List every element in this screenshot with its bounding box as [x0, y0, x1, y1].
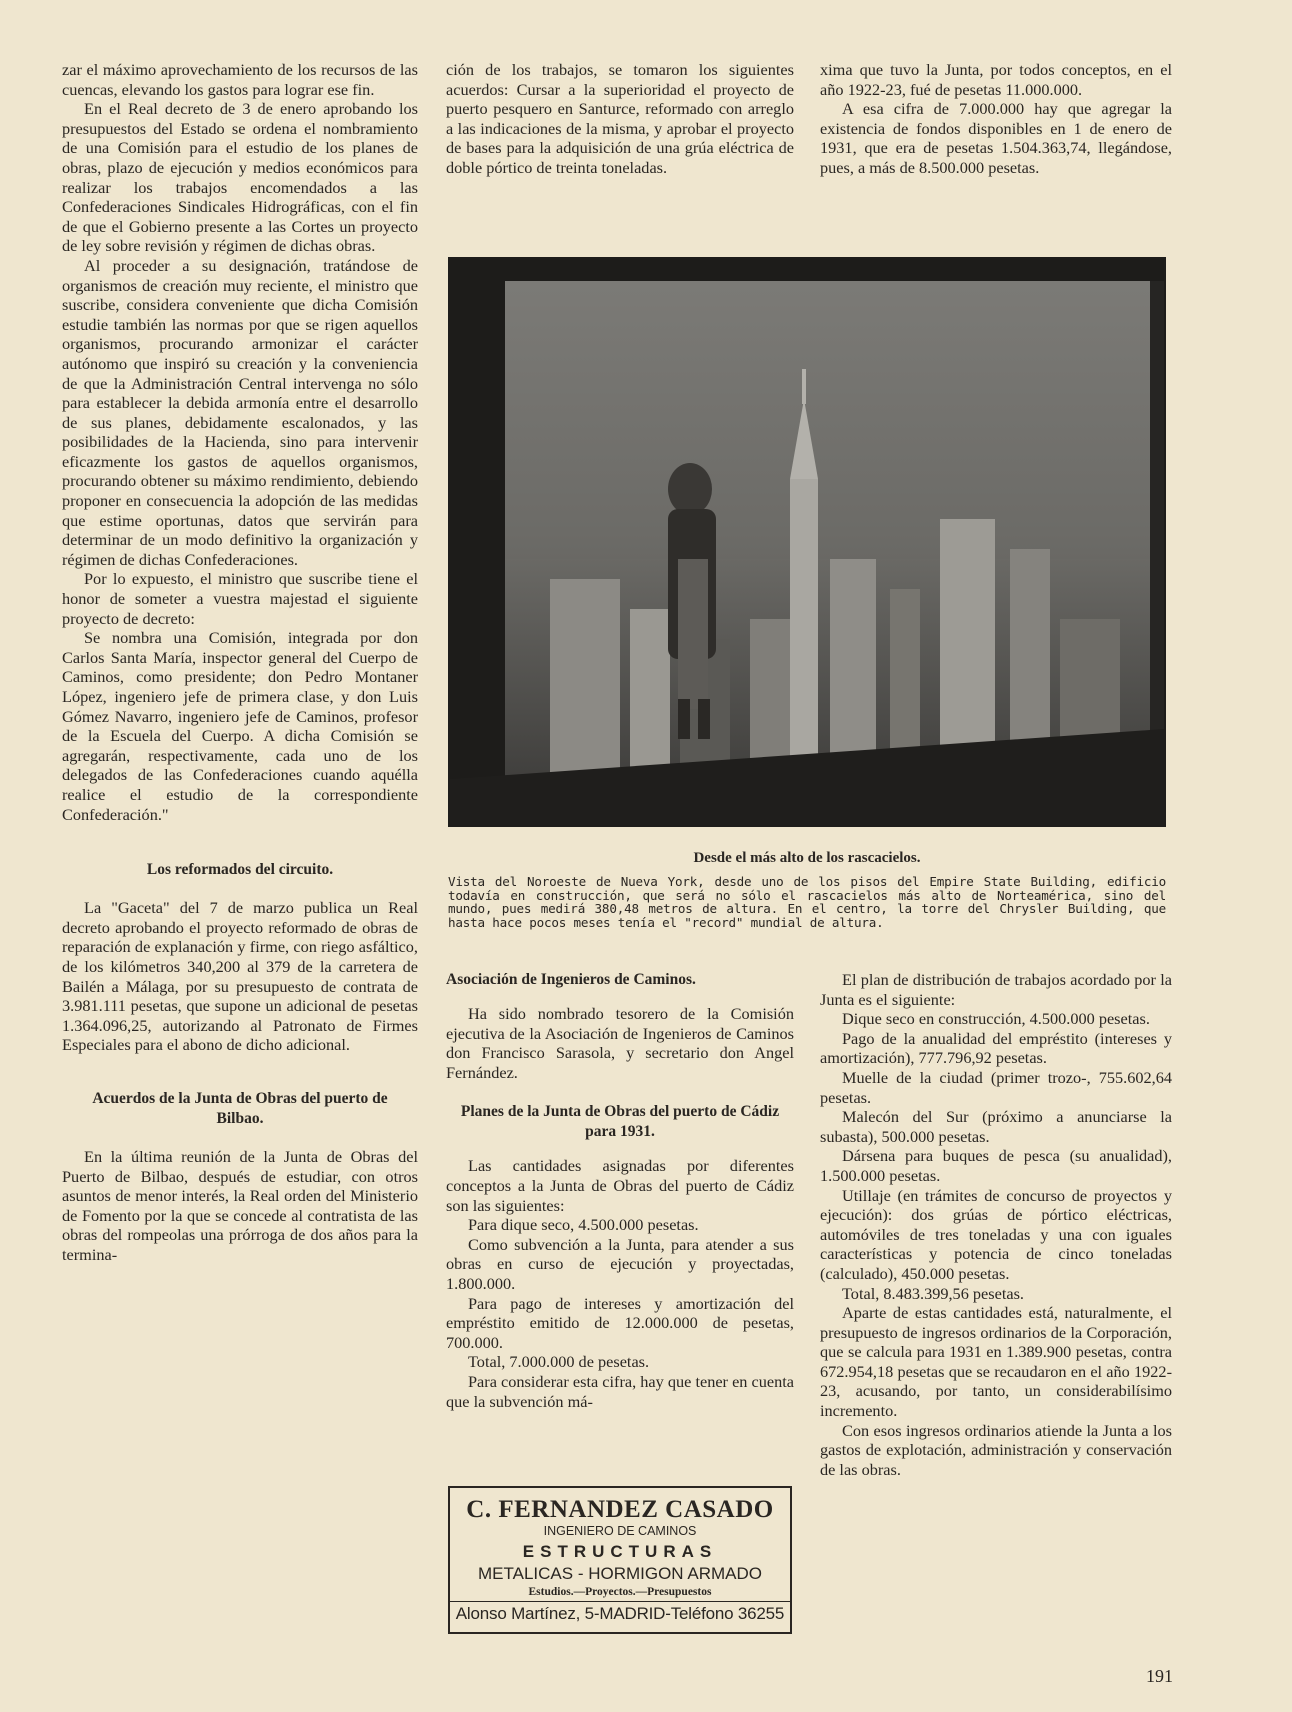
paragraph: Para pago de intereses y amortización del empréstito emitido de 12.000.000 de pesetas, 700.000.: [446, 1293, 794, 1352]
section-heading-reformados: Los reformados del circuito.: [146, 861, 334, 879]
paragraph: Las cantidades asignadas por diferentes conceptos a la Junta de Obras del puerto de Cádiz son las siguientes:: [446, 1156, 794, 1215]
advertisement-box: [448, 1486, 792, 1634]
column-middle-top: [446, 60, 794, 178]
paragraph: Para dique seco, 4.500.000 pesetas.: [468, 1215, 699, 1235]
column-left: [62, 60, 418, 1264]
paragraph: Dársena para buques de pesca (su anualidad), 1.500.000 pesetas.: [820, 1146, 1172, 1185]
paragraph: xima que tuvo la Junta, por todos conceptos, en el año 1922-23, fué de pesetas 11.000.000.: [820, 60, 1172, 99]
paragraph: Ha sido nombrado tesorero de la Comisión ejecutiva de la Asociación de Ingenieros de Caminos don Francisco Sarasola, y secretario don Angel Fernández.: [446, 1004, 794, 1082]
paragraph: Total, 7.000.000 de pesetas.: [468, 1352, 650, 1372]
paragraph: ción de los trabajos, se tomaron los siguientes acuerdos: Cursar a la superioridad el proyecto de puerto pesquero en Santurce, reformado con arreglo a las indicaciones de la misma, y aprobar el proyecto de bases para la adquisición de una grúa eléctrica de doble pórtico de treinta toneladas.: [446, 60, 794, 177]
ad-line-services: Estudios.—Proyectos.—Presupuestos: [528, 1586, 712, 1598]
photo-caption-title: Desde el más alto de los rascacielos.: [693, 850, 921, 866]
paragraph: Utillaje (en trámites de concurso de proyectos y ejecución): dos grúas de pórtico eléctricas, automóviles de tres toneladas y una con iguales características y potencia de cinco toneladas (calculado), 450.000 pesetas.: [820, 1185, 1172, 1283]
paragraph: Malecón del Sur (próximo a anunciarse la subasta), 500.000 pesetas.: [820, 1107, 1172, 1146]
ad-line-structures: ESTRUCTURAS: [522, 1542, 718, 1561]
paragraph: Se nombra una Comisión, integrada por don Carlos Santa María, inspector general del Cuerpo de Caminos, como presidente; don Pedro Montaner López, ingeniero jefe de primera clase, y don Luis Gómez Navarro, ingeniero jefe de Caminos, profesor de la Escuela del Cuerpo. A dicha Comisión se agregarán, respectivamente, cada uno de los delegados de las Confederaciones cuando aquélla realice el estudio de la correspondiente Confederación.": [62, 628, 418, 824]
column-right-bottom: [820, 970, 1172, 1479]
paragraph: El plan de distribución de trabajos acordado por la Junta es el siguiente:: [820, 970, 1172, 1009]
photo-image: [450, 259, 1164, 825]
paragraph: En la última reunión de la Junta de Obras del Puerto de Bilbao, después de estudiar, con otros asuntos de menor interés, la Real orden del Ministerio de Fomento por la que se concede al contratista de las obras del rompeolas una prórroga de dos años para la termina-: [62, 1146, 418, 1264]
ad-name: C. FERNANDEZ CASADO: [466, 1496, 774, 1523]
section-heading-cadiz: Planes de la Junta de Obras del puerto de Cádiz para 1931.: [460, 1103, 780, 1141]
column-middle-bottom: [446, 970, 794, 1411]
paragraph: Muelle de la ciudad (primer trozo-, 755.602,64 pesetas.: [820, 1067, 1172, 1107]
ad-address: Alonso Martínez, 5-MADRID-Teléfono 36255: [450, 1601, 790, 1624]
paragraph: Con esos ingresos ordinarios atiende la Junta a los gastos de explotación, administración y conservación de las obras.: [820, 1420, 1172, 1479]
paragraph: zar el máximo aprovechamiento de los recursos de las cuencas, elevando los gastos para lograr ese fin.: [62, 60, 418, 99]
paragraph: Dique seco en construcción, 4.500.000 pesetas.: [842, 1009, 1150, 1029]
paragraph: Aparte de estas cantidades está, naturalmente, el presupuesto de ingresos ordinarios de la Corporación, que se calcula para 1931 en 1.389.900 pesetas, contra 672.954,18 pesetas que se recaudaron en el año 1922-23, acusando, por tanto, un considerabilísimo incremento.: [820, 1303, 1172, 1421]
paragraph: A esa cifra de 7.000.000 hay que agregar la existencia de fondos disponibles en 1 de enero de 1931, que era de pesetas 1.504.363,74, llegándose, pues, a más de 8.500.000 pesetas.: [820, 99, 1172, 177]
page-number: 191: [1146, 1666, 1173, 1686]
paragraph: En el Real decreto de 3 de enero aprobando los presupuestos del Estado se ordena el nombramiento de una Comisión para el estudio de los planes de obras, plazo de ejecución y medios económicos para realizar los trabajos encomendados a las Confederaciones Sindicales Hidrográficas, con el fin de que el Gobierno presente a las Cortes un proyecto de ley sobre revisión y régimen de dichas obras.: [62, 99, 418, 256]
paragraph: Como subvención a la Junta, para atender a sus obras en curso de ejecución y proyectadas, 1.800.000.: [446, 1234, 794, 1293]
photo-skyline: [448, 257, 1166, 827]
section-heading-asociacion: Asociación de Ingenieros de Caminos.: [446, 971, 696, 988]
photo-caption-text: Vista del Noroeste de Nueva York, desde uno de los pisos del Empire State Building, edificio todavía en construcción, que será no sólo el rascacielos más alto de Norteamérica, sino del mundo, pues medirá 380,48 metros de altura. En el centro, la torre del Chrysler Building, que hasta hace pocos meses tenía el "record" mundial de altura.: [448, 874, 1166, 930]
paragraph: Por lo expuesto, el ministro que suscribe tiene el honor de someter a vuestra majestad el siguiente proyecto de decreto:: [62, 569, 418, 628]
paragraph: Para considerar esta cifra, hay que tener en cuenta que la subvención má-: [446, 1371, 794, 1411]
ad-title: INGENIERO DE CAMINOS: [543, 1524, 697, 1538]
ad-line-materials: METALICAS - HORMIGON ARMADO: [478, 1564, 762, 1583]
column-right-top: [820, 60, 1172, 178]
paragraph: Total, 8.483.399,56 pesetas.: [842, 1283, 1024, 1303]
paragraph: Pago de la anualidad del empréstito (intereses y amortización), 777.796,92 pesetas.: [820, 1028, 1172, 1068]
paragraph: La "Gaceta" del 7 de marzo publica un Real decreto aprobando el proyecto reformado de obras de reparación de explanación y firme, con riego asfáltico, de los kilómetros 340,200 al 379 de la carretera de Bailén a Málaga, por su presupuesto de contrata de 3.981.111 pesetas, que supone un adicional de pesetas 1.364.096,25, autorizando al Patronato de Firmes Especiales para el abono de dicho adicional.: [62, 898, 418, 1055]
paragraph: Al proceder a su designación, tratándose de organismos de creación muy reciente, el ministro que suscribe, considera conveniente que dicha Comisión estudie también las normas por que se rigen aquellos organismos, procurando armonizar el carácter autónomo que inspiró su creación y la conveniencia de que la Administración Central intervenga no sólo para establecer la debida armonía entre el desarrollo de sus planes, debidamente escalonados, y las posibilidades de la Hacienda, sino para intervenir eficazmente los gastos de aquellos organismos, procurando obtener su máximo rendimiento, debiendo proponer en consecuencia la adopción de las medidas que estime oportunas, datos que servirán para determinar de un modo definitivo la organización y régimen de dichas Confederaciones.: [62, 255, 418, 569]
section-heading-bilbao: Acuerdos de la Junta de Obras del puerto de Bilbao.: [92, 1089, 388, 1127]
